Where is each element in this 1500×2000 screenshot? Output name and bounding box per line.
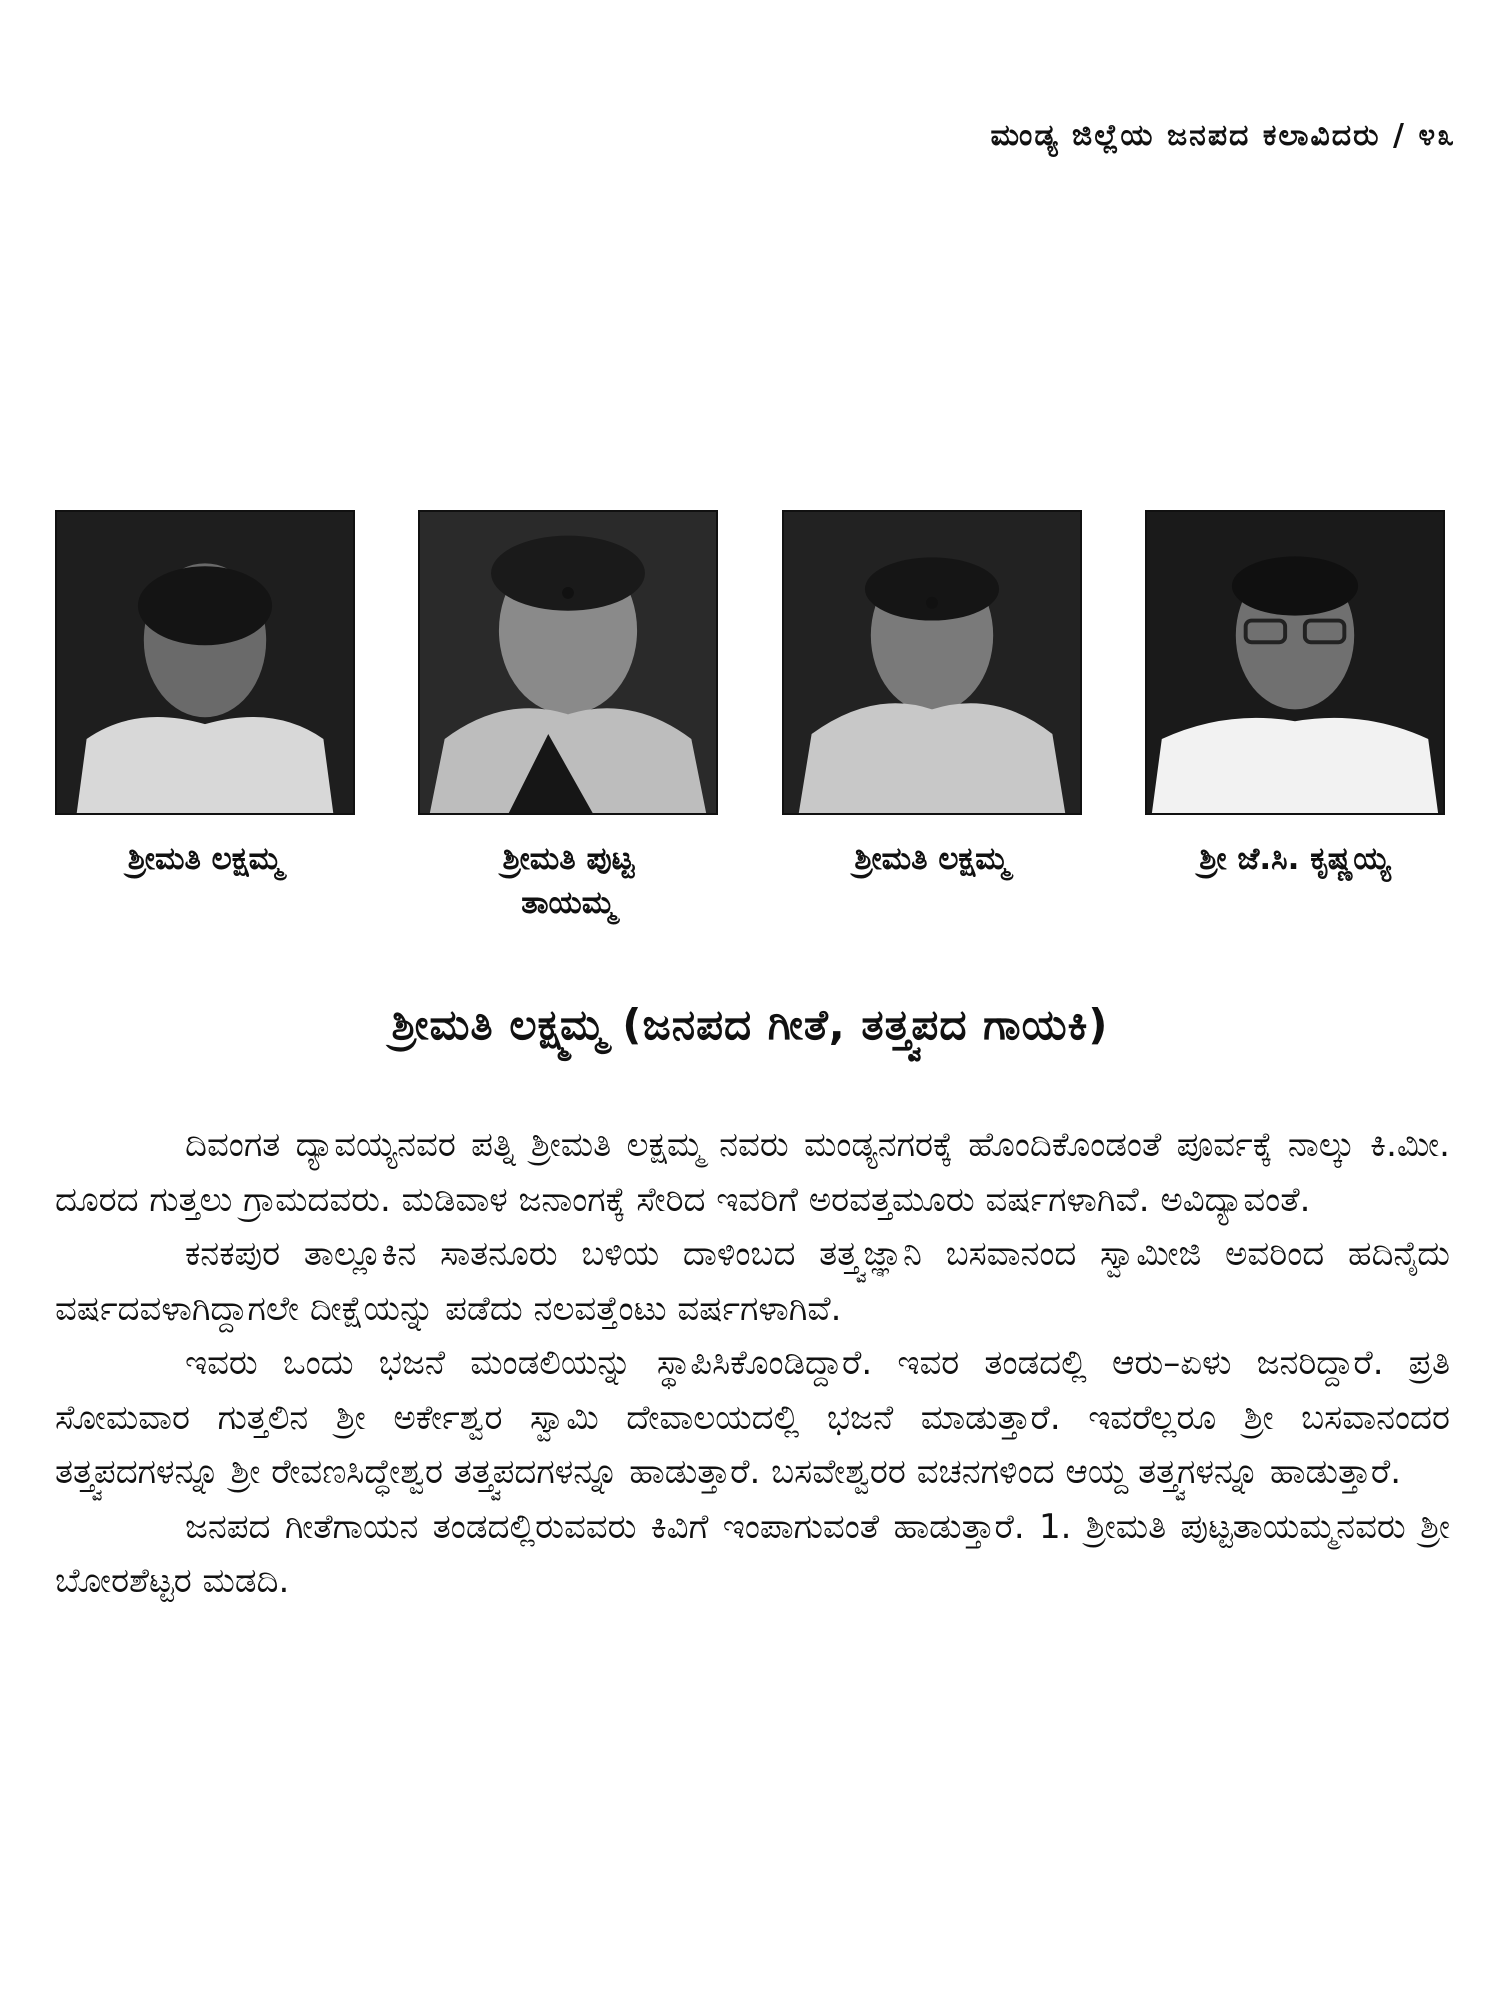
photo-row	[55, 510, 1445, 925]
photo-caption: ಶ್ರೀಮತಿ ಲಕ್ಷಮ್ಮ	[854, 841, 1009, 877]
running-header: ಮಂಡ್ಯ ಜಿಲ್ಲೆಯ ಜನಪದ ಕಲಾವಿದರು / ೪೩	[990, 118, 1456, 153]
photo-card-3	[782, 510, 1082, 925]
photo-card-1	[55, 510, 355, 925]
photo-card-2	[418, 510, 718, 925]
photo-caption: ಶ್ರೀಮತಿ ಪುಟ್ಟ ತಾಯಮ್ಮ	[502, 841, 635, 921]
portrait-photo	[55, 510, 355, 815]
portrait-photo	[782, 510, 1082, 815]
portrait-photo	[1145, 510, 1445, 815]
photo-caption: ಶ್ರೀ ಜೆ.ಸಿ. ಕೃಷ್ಣಯ್ಯ	[1199, 841, 1391, 877]
paragraph: ದಿವಂಗತ ದ್ಯಾವಯ್ಯನವರ ಪತ್ನಿ ಶ್ರೀಮತಿ ಲಕ್ಷಮ್ಮ ನವರು ಮಂಡ್ಯನಗರಕ್ಕೆ ಹೊಂದಿಕೊಂಡಂತೆ ಪೂರ್ವಕ್ಕೆ ನಾಲ್ಕು ಕಿ.ಮೀ. ದೂರದ ಗುತ್ತಲು ಗ್ರಾಮದವರು. ಮಡಿವಾಳ ಜನಾಂಗಕ್ಕೆ ಸೇರಿದ ಇವರಿಗೆ ಅರವತ್ತಮೂರು ವರ್ಷಗಳಾಗಿವೆ. ಅವಿದ್ಯಾವಂತೆ.	[55, 1125, 1450, 1220]
paragraph: ಇವರು ಒಂದು ಭಜನೆ ಮಂಡಲಿಯನ್ನು ಸ್ಥಾಪಿಸಿಕೊಂಡಿದ್ದಾರೆ. ಇವರ ತಂಡದಲ್ಲಿ ಆರು–ಏಳು ಜನರಿದ್ದಾರೆ. ಪ್ರತಿ ಸೋಮವಾರ ಗುತ್ತಲಿನ ಶ್ರೀ ಅರ್ಕೇಶ್ವರ ಸ್ವಾಮಿ ದೇವಾಲಯದಲ್ಲಿ ಭಜನೆ ಮಾಡುತ್ತಾರೆ. ಇವರೆಲ್ಲರೂ ಶ್ರೀ ಬಸವಾನಂದರ ತತ್ತ್ವಪದಗಳನ್ನೂ ಶ್ರೀ ರೇವಣಸಿದ್ಧೇಶ್ವರ ತತ್ತ್ವಪದಗಳನ್ನೂ ಹಾಡುತ್ತಾರೆ. ಬಸವೇಶ್ವರರ ವಚನಗಳಿಂದ ಆಯ್ದ ತತ್ತ್ವಗಳನ್ನೂ ಹಾಡುತ್ತಾರೆ.	[55, 1343, 1450, 1492]
paragraph: ಕನಕಪುರ ತಾಲ್ಲೂಕಿನ ಸಾತನೂರು ಬಳಿಯ ದಾಳಿಂಬದ ತತ್ತ್ವಜ್ಞಾನಿ ಬಸವಾನಂದ ಸ್ವಾಮೀಜಿ ಅವರಿಂದ ಹದಿನೈದು ವರ್ಷದವಳಾಗಿದ್ದಾಗಲೇ ದೀಕ್ಷೆಯನ್ನು ಪಡೆದು ನಲವತ್ತೆಂಟು ವರ್ಷಗಳಾಗಿವೆ.	[55, 1234, 1450, 1329]
section-title: ಶ್ರೀಮತಿ ಲಕ್ಷ್ಮಮ್ಮ (ಜನಪದ ಗೀತೆ, ತತ್ತ್ವಪದ ಗಾಯಕಿ)	[391, 1000, 1109, 1049]
portrait-photo	[418, 510, 718, 815]
photo-card-4	[1145, 510, 1445, 925]
paragraph: ಜನಪದ ಗೀತೆಗಾಯನ ತಂಡದಲ್ಲಿರುವವರು ಕಿವಿಗೆ ಇಂಪಾಗುವಂತೆ ಹಾಡುತ್ತಾರೆ. 1. ಶ್ರೀಮತಿ ಪುಟ್ಟತಾಯಮ್ಮನವರು ಶ್ರೀ ಬೋರಶೆಟ್ಟರ ಮಡದಿ.	[55, 1506, 1450, 1601]
photo-caption: ಶ್ರೀಮತಿ ಲಕ್ಷಮ್ಮ	[127, 841, 283, 877]
body-text	[55, 1118, 1450, 1609]
